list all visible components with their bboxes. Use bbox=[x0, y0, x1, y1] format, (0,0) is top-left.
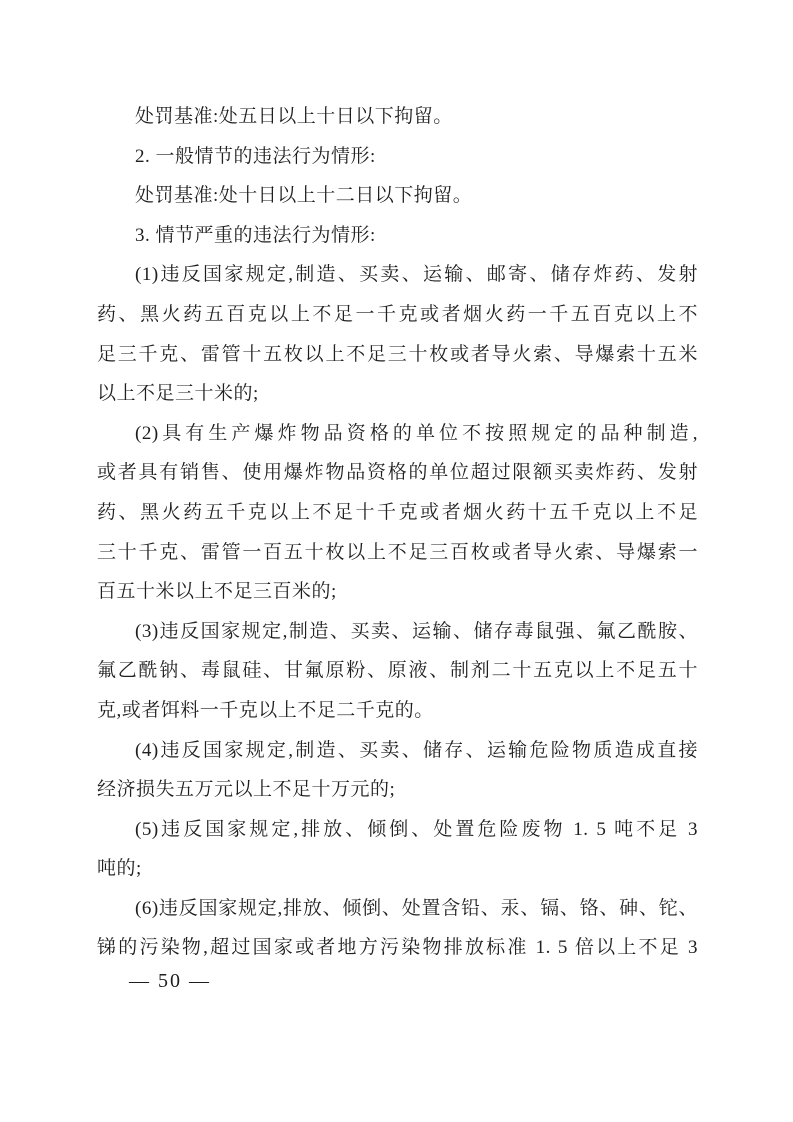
text-line: 经济损失五万元以上不足十万元的; bbox=[97, 779, 396, 801]
text-line: 药、黑火药五千克以上不足十千克或者烟火药十五千克以上不足 bbox=[97, 501, 698, 523]
text-line: 处罚基准:处十日以上十二日以下拘留。 bbox=[135, 185, 473, 207]
text-line: 锑的污染物,超过国家或者地方污染物排放标准 1. 5 倍以上不足 3 bbox=[97, 937, 698, 959]
text-line: 以上不足三十米的; bbox=[97, 383, 259, 405]
text-line: (6)违反国家规定,排放、倾倒、处置含铅、汞、镉、铬、砷、铊、 bbox=[135, 897, 698, 919]
text-line: (3)违反国家规定,制造、买卖、运输、储存毒鼠强、氟乙酰胺、 bbox=[135, 620, 698, 642]
text-line: 克,或者饵料一千克以上不足二千克的。 bbox=[97, 699, 434, 721]
text-line: 药、黑火药五百克以上不足一千克或者烟火药一千五百克以上不 bbox=[97, 303, 698, 325]
text-line: (5)违反国家规定,排放、倾倒、处置危险废物 1. 5 吨不足 3 bbox=[135, 818, 698, 840]
text-line: 百五十米以上不足三百米的; bbox=[97, 581, 337, 603]
text-line: (4)违反国家规定,制造、买卖、储存、运输危险物质造成直接 bbox=[135, 739, 698, 761]
text-line: 足三千克、雷管十五枚以上不足三十枚或者导火索、导爆索十五米 bbox=[97, 343, 698, 365]
text-line: 氟乙酰钠、毒鼠硅、甘氟原粉、原液、制剂二十五克以上不足五十 bbox=[97, 660, 698, 682]
text-line: 或者具有销售、使用爆炸物品资格的单位超过限额买卖炸药、发射 bbox=[97, 462, 698, 484]
body-text bbox=[97, 97, 698, 968]
text-line: 处罚基准:处五日以上十日以下拘留。 bbox=[135, 106, 453, 127]
text-line: 三十千克、雷管一百五十枚以上不足三百枚或者导火索、导爆索一 bbox=[97, 541, 698, 563]
text-line: 2. 一般情节的违法行为情形: bbox=[135, 145, 376, 167]
text-line: 吨的; bbox=[97, 858, 142, 880]
text-line: (2)具有生产爆炸物品资格的单位不按照规定的品种制造, bbox=[135, 422, 698, 444]
page-number: — 50 — bbox=[129, 970, 211, 992]
text-line: 3. 情节严重的违法行为情形: bbox=[135, 224, 376, 246]
text-line: (1)违反国家规定,制造、买卖、运输、邮寄、储存炸药、发射 bbox=[135, 264, 698, 286]
